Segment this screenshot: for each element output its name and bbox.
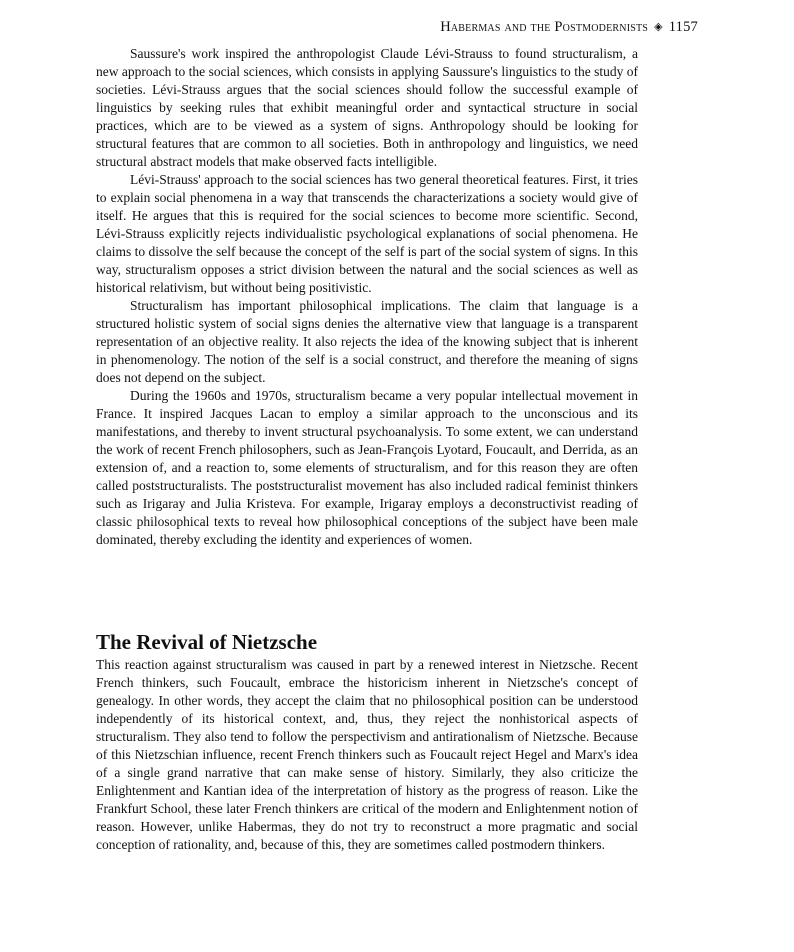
page-number: 1157 bbox=[668, 19, 698, 35]
section-heading: The Revival of Nietzsche bbox=[96, 630, 318, 654]
paragraph: During the 1960s and 1970s, structuralism became a very popular intellectual movement in France. It inspired Jacques Lacan to employ a similar approach to the unconscious and its manifestations, and thereby to invent structural psychoanalysis. To some extent, we can understand the work of recent French philosophers, such as Jean-François Lyotard, Foucault, and Derrida, as an extension of, and a reaction to, some elements of structuralism, and for this reason they are often called poststructuralists. The poststructuralist movement has also included radical feminist thinkers such as Irigaray and Julia Kristeva. For example, Irigaray employs a deconstructivist reading of classic philosophical texts to reveal how philosophical conceptions of the subject have been male dominated, thereby excluding the identity and experiences of women. bbox=[96, 388, 638, 547]
paragraph: Structuralism has important philosophical implications. The claim that language is a structured holistic system of social signs denies the alternative view that language is a transparent representation of an objective reality. It also rejects the idea of the knowing subject that is inherent in phenomenology. The notion of the self is a social construct, and therefore the meaning of signs does not depend on the subject. bbox=[96, 298, 638, 385]
running-head-title: Habermas and the Postmodernists bbox=[440, 19, 649, 35]
diamond-ornament-icon: ◈ bbox=[654, 21, 663, 33]
section-body bbox=[96, 656, 638, 854]
body-text bbox=[96, 45, 638, 549]
paragraph: Lévi-Strauss' approach to the social sciences has two general theoretical features. First, it tries to explain social phenomena in a way that transcends the characterizations a society would give of itself. He argues that this is required for the social sciences to become more scientific. Second, Lévi-Strauss explicitly rejects individualistic psychological explanations of social phenomena. He claims to dissolve the self because the concept of the self is part of the social system of signs. In this way, structuralism opposes a strict division between the natural and the social sciences as well as historical relativism, but without being positivistic. bbox=[96, 172, 638, 295]
paragraph: This reaction against structuralism was caused in part by a renewed interest in Nietzsche. Recent French thinkers, such Foucault, embrace the historicism inherent in Nietzsche's concept of genealogy. In other words, they accept the claim that no philosophical position can be understood independently of its historical context, and, thus, they reject the nonhistorical aspects of structuralism. They also tend to follow the perspectivism and antirationalism of Nietzsche. Because of this Nietzschian influence, recent French thinkers such as Foucault reject Hegel and Marx's idea of a single grand narrative that can make sense of history. Similarly, they also criticize the Enlightenment and Kantian idea of the interpretation of history as the progress of reason. Like the Frankfurt School, these later French thinkers are critical of the modern and Enlightenment notion of reason. However, unlike Habermas, they do not try to reconstruct a more pragmatic and social conception of rationality, and, because of this, they are sometimes called postmodern thinkers. bbox=[96, 657, 638, 852]
running-head bbox=[440, 19, 698, 36]
paragraph: Saussure's work inspired the anthropologist Claude Lévi-Strauss to found structuralism, a new approach to the social sciences, which consists in applying Saussure's linguistics to the study of societies. Lévi-Strauss argues that the social sciences should follow the successful example of linguistics by seeking rules that exhibit meaningful order and syntactical structure in social practices, which are to be viewed as a system of signs. Anthropology should be looking for structural features that are common to all societies. Both in anthropology and linguistics, we need structural abstract models that make observed facts intelligible. bbox=[96, 46, 638, 169]
section-heading-block bbox=[96, 629, 638, 655]
